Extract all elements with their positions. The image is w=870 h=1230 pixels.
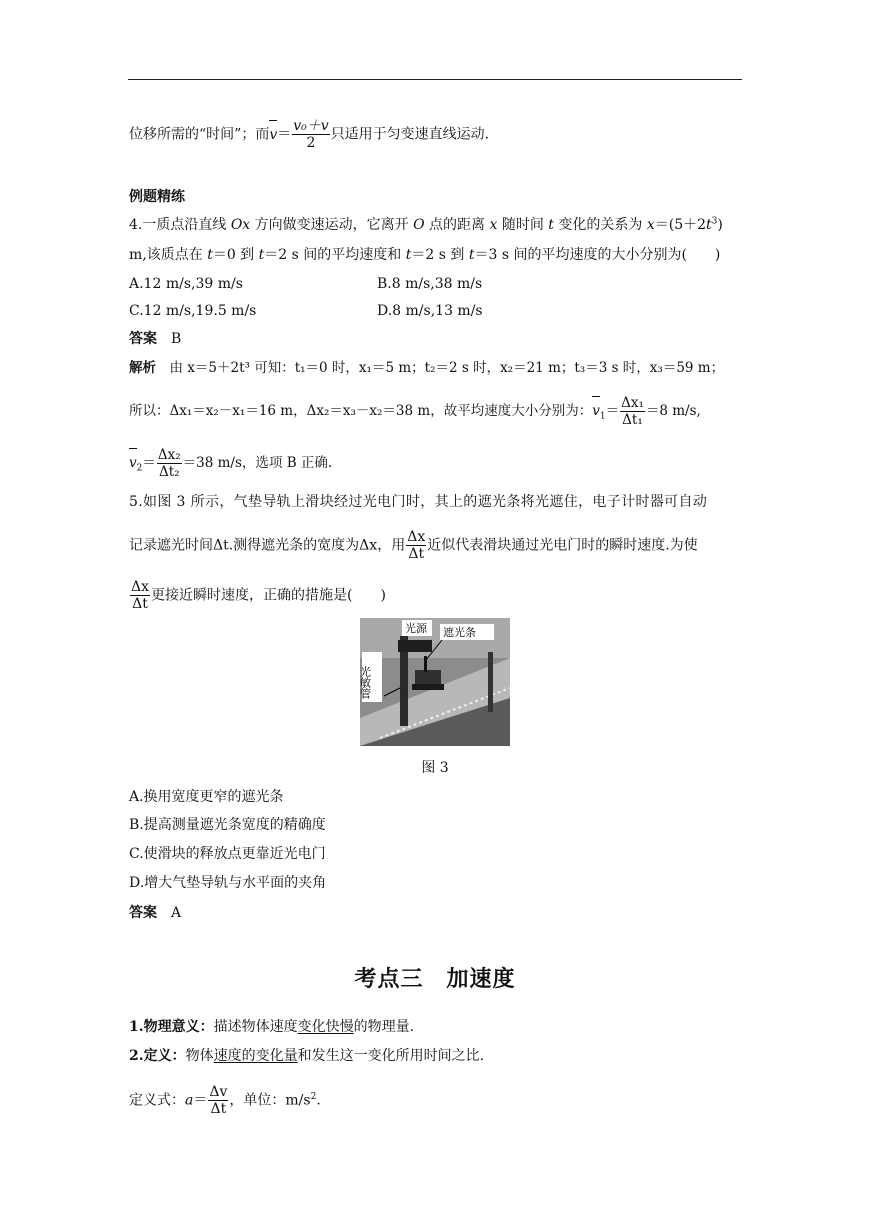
t: 2.定义：: [129, 1048, 186, 1064]
fraction: [208, 1084, 228, 1117]
numerator: v₀＋v: [293, 118, 329, 134]
t: ，单位：m/s: [229, 1092, 311, 1109]
q4-answer: [129, 329, 181, 349]
fraction: [406, 529, 426, 562]
fraction: [292, 118, 329, 151]
q5-option-a: A.换用宽度更窄的遮光条: [129, 789, 284, 805]
intro-line: [129, 118, 489, 151]
t: .: [316, 1092, 321, 1109]
q5-option-b: B.提高测量遮光条宽度的精确度: [129, 817, 326, 833]
q4-analysis-3: $v_2=$ $\frac{\text{Δx₂}}{\text{Δt₂}}$ ＝38 m/s，选项 B 正确.: [129, 447, 333, 480]
answer-value: A: [171, 905, 182, 921]
figure-caption: 图 3: [421, 760, 449, 776]
numerator: Δv: [209, 1084, 228, 1100]
t: 3: [711, 216, 718, 227]
t: 更接近瞬时速度，正确的措施是( ): [151, 587, 386, 604]
analysis-text: 由 x＝5＋2t³ 可知：t₁＝0 时，x₁＝5 m；t₂＝2 s 时，x₂＝21 m；t₃＝3 s 时，x₃＝59 m；: [156, 360, 725, 376]
t: 4.一质点沿直线: [129, 217, 231, 233]
q4-option-d: D.8 m/s,13 m/s: [377, 303, 483, 319]
t: 变化快慢: [297, 1019, 354, 1035]
q4-option-a: A.12 m/s,39 m/s: [129, 276, 243, 292]
denominator: Δt: [132, 596, 148, 612]
answer-label: 答案: [129, 905, 157, 921]
eq: ＝: [277, 126, 292, 143]
v-bar: [592, 401, 600, 421]
air-track-photo: [360, 618, 510, 746]
t: x: [489, 217, 498, 233]
q5-line3: [129, 579, 386, 612]
analysis-label: 解析: [129, 360, 156, 376]
numerator: Δx: [407, 529, 426, 545]
def-formula: [129, 1084, 321, 1117]
t: 物体: [185, 1048, 214, 1064]
v-bar: [269, 125, 277, 145]
answer-value: B: [171, 331, 182, 347]
numerator: Δx: [131, 579, 150, 595]
q4-line2: [129, 245, 720, 265]
def-meaning: [129, 1017, 414, 1037]
v-bar: [129, 453, 137, 473]
q5-option-c: C.使滑块的释放点更靠近光电门: [129, 846, 326, 862]
t: 定义式：: [129, 1092, 185, 1109]
t: x: [646, 217, 655, 233]
t: ＝0 到: [212, 247, 259, 263]
t: 点的距离: [424, 217, 490, 233]
denominator: Δt₂: [158, 464, 180, 480]
q4-line1: [129, 215, 723, 235]
t: ＝: [193, 1092, 208, 1109]
section-title: 考点三 加速度: [354, 966, 516, 992]
t: t: [706, 217, 712, 233]
t: 1.物理意义：: [129, 1019, 214, 1035]
t: v: [129, 455, 137, 471]
t: 和发生这一变化所用时间之比.: [297, 1048, 485, 1064]
t: 方向做变速运动，它离开: [250, 217, 414, 233]
numerator: Δx₁: [621, 395, 644, 411]
fraction: [620, 395, 645, 428]
t: 1: [599, 411, 606, 422]
t: 记录遮光时间Δt.测得遮光条的宽度为Δx，用: [129, 537, 406, 554]
denominator: 2: [306, 135, 316, 151]
t: ＝8 m/s,: [645, 403, 701, 419]
section-label: 例题精练: [129, 189, 185, 205]
t: ＝3 s 间的平均速度的大小分别为( ): [474, 247, 721, 263]
t: 速度的变化量: [213, 1048, 298, 1064]
text: 位移所需的“时间”；而: [129, 126, 270, 143]
label-sensor: 光敏管: [358, 666, 372, 699]
q5-answer: [129, 903, 181, 923]
t: v: [592, 403, 600, 419]
denominator: Δt: [210, 1101, 227, 1117]
denominator: Δt₁: [622, 412, 643, 428]
q4-analysis-1: [129, 358, 724, 378]
label-shade: 遮光条: [443, 626, 476, 639]
q5-line2: [129, 529, 698, 562]
t: Ox: [230, 217, 251, 233]
q4-analysis-2: 所以：Δx₁＝x₂－x₁＝16 m，Δx₂＝x₃－x₂＝38 m，故平均速度大小分别为：$v_1=$ $\frac{\text{Δx₁}}{\text{Δt₁}}$ ＝8 m/s,: [129, 395, 701, 428]
t: ＝2 s 到: [411, 247, 469, 263]
fraction: [157, 447, 182, 480]
t: t: [548, 217, 554, 233]
q4-option-c: C.12 m/s,19.5 m/s: [129, 303, 257, 319]
q5-option-d: D.增大气垫导轨与水平面的夹角: [129, 875, 327, 891]
t: t: [468, 247, 475, 263]
def-definition: [129, 1046, 484, 1066]
t: 近似代表滑块通过光电门时的瞬时速度.为使: [427, 537, 698, 554]
t: ＝(5＋2: [654, 217, 707, 233]
t: 2: [310, 1091, 317, 1102]
q4-option-b: B.8 m/s,38 m/s: [377, 276, 483, 292]
label-light-source: 光源: [405, 622, 427, 635]
numerator: Δx₂: [157, 447, 181, 463]
t: a: [185, 1092, 194, 1109]
t: 的物理量.: [353, 1019, 415, 1035]
t: O: [413, 217, 425, 233]
t: 变化的关系为: [553, 217, 647, 233]
fraction: [130, 579, 150, 612]
t: t: [207, 247, 213, 263]
t: m,该质点在: [129, 247, 208, 263]
answer-label: 答案: [129, 331, 157, 347]
q5-line1: 5.如图 3 所示，气垫导轨上滑块经过光电门时，其上的遮光条将光遮住，电子计时器可自动: [129, 494, 708, 510]
header-rule: [128, 79, 742, 80]
t: 所以：Δx₁＝x₂－x₁＝16 m，Δx₂＝x₃－x₂＝38 m，故平均速度大小分别为：: [129, 403, 593, 419]
t: t: [405, 247, 412, 263]
text: 只适用于匀变速直线运动.: [330, 126, 490, 143]
t: 描述物体速度: [213, 1019, 298, 1035]
denominator: Δt: [408, 546, 425, 562]
t: ＝38 m/s，选项 B 正确.: [182, 455, 333, 471]
t: 随时间: [497, 217, 549, 233]
t: ＝2 s 间的平均速度和: [264, 247, 406, 263]
v: v: [269, 126, 278, 143]
t: t: [258, 247, 265, 263]
t: 2: [136, 463, 143, 474]
t: ): [717, 217, 723, 233]
